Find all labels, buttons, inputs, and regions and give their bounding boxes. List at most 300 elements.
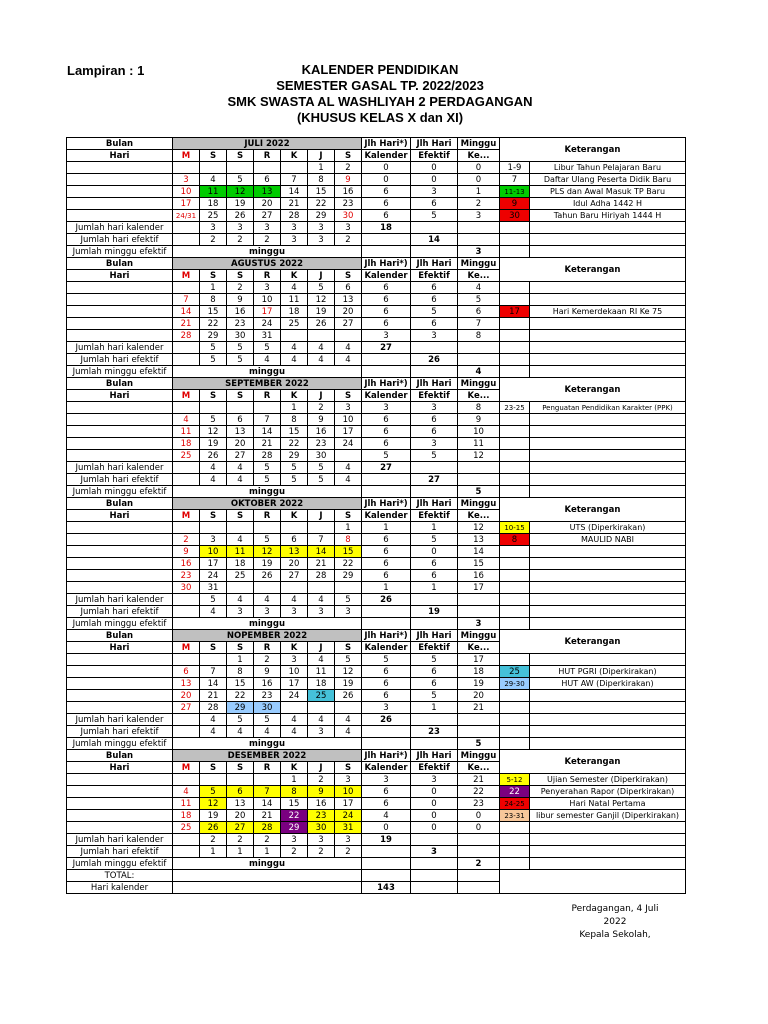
minggu-header: Minggu bbox=[458, 378, 500, 390]
weekday-label: S bbox=[335, 510, 362, 522]
sum-kalender-cell: 3 bbox=[335, 222, 362, 234]
kalender-count: 6 bbox=[362, 294, 411, 306]
sum-kalender-cell: 4 bbox=[335, 714, 362, 726]
minggu-ke: 12 bbox=[458, 522, 500, 534]
weekday-label: K bbox=[281, 270, 308, 282]
jlh-efektif-header: Jlh Hari bbox=[411, 258, 458, 270]
kalender-count: 6 bbox=[362, 318, 411, 330]
week-blank bbox=[67, 798, 173, 810]
sum-kalender-cell: 3 bbox=[308, 222, 335, 234]
keterangan-date bbox=[500, 558, 530, 570]
jumlah-minggu-label: Jumlah minggu efektif bbox=[67, 858, 173, 870]
week-blank bbox=[67, 306, 173, 318]
day-cell: 18 bbox=[308, 678, 335, 690]
keterangan-date bbox=[500, 318, 530, 330]
week-row bbox=[67, 558, 686, 570]
day-cell: 23 bbox=[335, 198, 362, 210]
day-cell: 18 bbox=[200, 198, 227, 210]
day-cell: 28 bbox=[254, 450, 281, 462]
day-cell: 20 bbox=[227, 438, 254, 450]
week-row bbox=[67, 414, 686, 426]
day-cell bbox=[254, 402, 281, 414]
efektif-count: 6 bbox=[411, 570, 458, 582]
day-cell: 19 bbox=[254, 558, 281, 570]
day-cell: 12 bbox=[254, 546, 281, 558]
day-cell: 7 bbox=[281, 174, 308, 186]
minggu-ke: 6 bbox=[458, 306, 500, 318]
keterangan-date bbox=[500, 450, 530, 462]
efektif-count: 5 bbox=[411, 450, 458, 462]
keterangan-date bbox=[500, 414, 530, 426]
day-cell: 19 bbox=[200, 810, 227, 822]
day-cell bbox=[173, 402, 200, 414]
day-cell: 13 bbox=[227, 426, 254, 438]
month-header-row bbox=[67, 498, 686, 510]
weekday-label: S bbox=[200, 270, 227, 282]
keterangan-header: Keterangan bbox=[500, 378, 686, 402]
sum-efektif-cell: 4 bbox=[308, 354, 335, 366]
kalender-count: 4 bbox=[362, 810, 411, 822]
day-cell: 14 bbox=[173, 306, 200, 318]
hari-label: Hari bbox=[67, 150, 173, 162]
day-cell: 13 bbox=[281, 546, 308, 558]
sum-efektif-cell: 3 bbox=[281, 234, 308, 246]
weekday-label: R bbox=[254, 642, 281, 654]
day-cell bbox=[335, 330, 362, 342]
day-cell: 5 bbox=[200, 414, 227, 426]
day-cell: 15 bbox=[308, 186, 335, 198]
day-cell: 10 bbox=[335, 414, 362, 426]
day-cell: 23 bbox=[173, 570, 200, 582]
minggu-ke-header: Ke... bbox=[458, 510, 500, 522]
day-cell: 29 bbox=[281, 450, 308, 462]
day-cell: 6 bbox=[227, 414, 254, 426]
total-label: TOTAL: bbox=[67, 870, 173, 882]
day-cell: 24 bbox=[254, 318, 281, 330]
sum-efektif-row bbox=[67, 234, 686, 246]
jlh-hari-header: Jlh Hari*) bbox=[362, 258, 411, 270]
day-cell: 25 bbox=[308, 690, 335, 702]
day-cell: 8 bbox=[308, 174, 335, 186]
efektif-count: 1 bbox=[411, 702, 458, 714]
day-cell: 5 bbox=[308, 282, 335, 294]
day-cell: 16 bbox=[308, 798, 335, 810]
keterangan-text bbox=[530, 654, 686, 666]
day-cell bbox=[281, 162, 308, 174]
keterangan-text bbox=[530, 414, 686, 426]
day-cell: 16 bbox=[254, 678, 281, 690]
keterangan-text bbox=[530, 570, 686, 582]
weekday-label: S bbox=[335, 150, 362, 162]
jumlah-kalender-label: Jumlah hari kalender bbox=[67, 714, 173, 726]
sum-minggu-row bbox=[67, 366, 686, 378]
day-cell: 1 bbox=[335, 522, 362, 534]
day-cell: 20 bbox=[227, 810, 254, 822]
minggu-header: Minggu bbox=[458, 138, 500, 150]
day-cell: 26 bbox=[254, 570, 281, 582]
day-cell bbox=[308, 702, 335, 714]
sum-kalender-cell: 3 bbox=[308, 834, 335, 846]
week-row bbox=[67, 438, 686, 450]
sum-efektif-cell: 1 bbox=[200, 846, 227, 858]
day-cell: 24 bbox=[200, 570, 227, 582]
day-cell: 20 bbox=[254, 198, 281, 210]
keterangan-text bbox=[530, 822, 686, 834]
week-row bbox=[67, 174, 686, 186]
day-cell bbox=[335, 582, 362, 594]
keterangan-text bbox=[530, 330, 686, 342]
week-blank bbox=[67, 654, 173, 666]
day-cell: 27 bbox=[173, 702, 200, 714]
week-blank bbox=[67, 666, 173, 678]
keterangan-text bbox=[530, 558, 686, 570]
sum-blank bbox=[173, 846, 200, 858]
minggu-ke-header: Ke... bbox=[458, 390, 500, 402]
week-blank bbox=[67, 582, 173, 594]
weekday-label: S bbox=[200, 510, 227, 522]
sum-kalender-cell: 5 bbox=[200, 342, 227, 354]
day-cell: 30 bbox=[227, 330, 254, 342]
day-cell: 9 bbox=[227, 294, 254, 306]
sum-kalender-cell: 3 bbox=[227, 222, 254, 234]
keterangan-date: 10-15 bbox=[500, 522, 530, 534]
bulan-label: Bulan bbox=[67, 498, 173, 510]
day-cell: 5 bbox=[200, 786, 227, 798]
signature-role: Kepala Sekolah, bbox=[579, 930, 651, 940]
day-cell: 27 bbox=[281, 570, 308, 582]
day-cell: 26 bbox=[335, 690, 362, 702]
sum-efektif-cell: 2 bbox=[254, 234, 281, 246]
week-row bbox=[67, 570, 686, 582]
minggu-ke-header: Ke... bbox=[458, 270, 500, 282]
hari-kalender-row bbox=[67, 882, 686, 894]
weekday-label: J bbox=[308, 150, 335, 162]
weekday-label: R bbox=[254, 390, 281, 402]
minggu-header: Minggu bbox=[458, 750, 500, 762]
sum-kalender-row bbox=[67, 834, 686, 846]
day-cell: 15 bbox=[227, 678, 254, 690]
day-cell: 27 bbox=[254, 210, 281, 222]
sum-kalender-cell: 2 bbox=[200, 834, 227, 846]
day-cell: 4 bbox=[173, 414, 200, 426]
week-blank bbox=[67, 786, 173, 798]
day-cell: 25 bbox=[227, 570, 254, 582]
week-blank bbox=[67, 282, 173, 294]
weekday-label: R bbox=[254, 510, 281, 522]
jumlah-efektif-label: Jumlah hari efektif bbox=[67, 234, 173, 246]
kalender-count: 6 bbox=[362, 546, 411, 558]
week-row bbox=[67, 702, 686, 714]
week-blank bbox=[67, 546, 173, 558]
day-cell: 11 bbox=[308, 666, 335, 678]
weekday-label: J bbox=[308, 270, 335, 282]
efektif-count: 6 bbox=[411, 426, 458, 438]
minggu-ke-header: Ke... bbox=[458, 762, 500, 774]
keterangan-date: 25 bbox=[500, 666, 530, 678]
week-blank bbox=[67, 558, 173, 570]
jumlah-minggu-label: Jumlah minggu efektif bbox=[67, 246, 173, 258]
day-cell: 30 bbox=[335, 210, 362, 222]
kalender-header: Kalender bbox=[362, 642, 411, 654]
hari-label: Hari bbox=[67, 270, 173, 282]
day-cell: 3 bbox=[335, 402, 362, 414]
day-cell: 28 bbox=[254, 822, 281, 834]
day-cell: 9 bbox=[308, 414, 335, 426]
sum-efektif-cell: 2 bbox=[281, 846, 308, 858]
week-row bbox=[67, 786, 686, 798]
kalender-count: 6 bbox=[362, 570, 411, 582]
keterangan-date bbox=[500, 654, 530, 666]
day-cell bbox=[173, 774, 200, 786]
lampiran-label: Lampiran : 1 bbox=[67, 63, 145, 78]
kalender-count: 6 bbox=[362, 438, 411, 450]
sum-blank bbox=[173, 714, 200, 726]
keterangan-text bbox=[530, 438, 686, 450]
day-cell: 13 bbox=[335, 294, 362, 306]
efektif-count: 3 bbox=[411, 402, 458, 414]
jumlah-kalender-label: Jumlah hari kalender bbox=[67, 342, 173, 354]
sum-efektif-cell: 3 bbox=[308, 234, 335, 246]
day-cell: 21 bbox=[200, 690, 227, 702]
jumlah-minggu-label: Jumlah minggu efektif bbox=[67, 486, 173, 498]
day-cell: 22 bbox=[308, 198, 335, 210]
sum-efektif-cell: 2 bbox=[335, 846, 362, 858]
week-blank bbox=[67, 522, 173, 534]
kalender-header: Kalender bbox=[362, 150, 411, 162]
week-blank bbox=[67, 402, 173, 414]
day-cell bbox=[227, 522, 254, 534]
day-cell: 3 bbox=[173, 174, 200, 186]
sum-efektif-cell: 4 bbox=[227, 474, 254, 486]
week-row bbox=[67, 318, 686, 330]
day-cell bbox=[227, 162, 254, 174]
sum-kalender-cell: 4 bbox=[200, 462, 227, 474]
day-cell: 24 bbox=[335, 438, 362, 450]
week-blank bbox=[67, 774, 173, 786]
minggu-ke: 13 bbox=[458, 534, 500, 546]
sum-blank bbox=[173, 834, 200, 846]
weekday-label: S bbox=[200, 762, 227, 774]
month-name: NOPEMBER 2022 bbox=[173, 630, 362, 642]
sum-kalender-cell: 3 bbox=[254, 222, 281, 234]
day-cell: 13 bbox=[254, 186, 281, 198]
keterangan-header: Keterangan bbox=[500, 750, 686, 774]
keterangan-date: 22 bbox=[500, 786, 530, 798]
sum-blank bbox=[173, 234, 200, 246]
weekday-label: S bbox=[335, 270, 362, 282]
hari-label: Hari bbox=[67, 762, 173, 774]
keterangan-text bbox=[530, 582, 686, 594]
day-cell: 13 bbox=[173, 678, 200, 690]
kalender-count: 0 bbox=[362, 822, 411, 834]
weekday-label: S bbox=[200, 642, 227, 654]
day-cell: 23 bbox=[227, 318, 254, 330]
day-cell: 29 bbox=[308, 210, 335, 222]
day-cell: 18 bbox=[173, 810, 200, 822]
day-cell: 30 bbox=[308, 822, 335, 834]
jlh-hari-header: Jlh Hari*) bbox=[362, 138, 411, 150]
day-cell: 7 bbox=[254, 786, 281, 798]
jlh-hari-header: Jlh Hari*) bbox=[362, 378, 411, 390]
day-cell: 5 bbox=[254, 534, 281, 546]
keterangan-text bbox=[530, 282, 686, 294]
jumlah-efektif-label: Jumlah hari efektif bbox=[67, 726, 173, 738]
day-cell bbox=[173, 162, 200, 174]
weekday-label: K bbox=[281, 390, 308, 402]
week-blank bbox=[67, 426, 173, 438]
keterangan-date: 23-31 bbox=[500, 810, 530, 822]
day-cell: 28 bbox=[173, 330, 200, 342]
week-blank bbox=[67, 822, 173, 834]
keterangan-text bbox=[530, 546, 686, 558]
efektif-count: 6 bbox=[411, 294, 458, 306]
sum-efektif-cell: 5 bbox=[254, 474, 281, 486]
day-cell: 30 bbox=[254, 702, 281, 714]
week-row bbox=[67, 798, 686, 810]
sum-kalender-cell: 5 bbox=[254, 714, 281, 726]
day-cell: 29 bbox=[200, 330, 227, 342]
week-blank bbox=[67, 570, 173, 582]
week-row bbox=[67, 450, 686, 462]
day-cell: 9 bbox=[335, 174, 362, 186]
efektif-count: 6 bbox=[411, 558, 458, 570]
sum-kalender-cell: 4 bbox=[254, 594, 281, 606]
sum-blank bbox=[173, 606, 200, 618]
kalender-count: 3 bbox=[362, 702, 411, 714]
total-kalender: 26 bbox=[362, 714, 411, 726]
day-cell: 16 bbox=[308, 426, 335, 438]
efektif-count: 5 bbox=[411, 306, 458, 318]
day-cell: 21 bbox=[254, 810, 281, 822]
day-cell: 8 bbox=[281, 414, 308, 426]
keterangan-text bbox=[530, 294, 686, 306]
efektif-header: Efektif bbox=[411, 762, 458, 774]
day-cell: 11 bbox=[227, 546, 254, 558]
day-cell: 28 bbox=[281, 210, 308, 222]
efektif-count: 0 bbox=[411, 798, 458, 810]
weekday-label: K bbox=[281, 642, 308, 654]
total-kalender: 27 bbox=[362, 342, 411, 354]
total-minggu: 2 bbox=[458, 858, 500, 870]
day-cell bbox=[308, 582, 335, 594]
week-blank bbox=[67, 810, 173, 822]
keterangan-text: MAULID NABI bbox=[530, 534, 686, 546]
day-cell: 15 bbox=[335, 546, 362, 558]
keterangan-header: Keterangan bbox=[500, 498, 686, 522]
total-efektif: 14 bbox=[411, 234, 458, 246]
day-cell: 22 bbox=[335, 558, 362, 570]
sum-kalender-cell: 5 bbox=[308, 462, 335, 474]
sum-efektif-cell: 3 bbox=[227, 606, 254, 618]
sum-efektif-cell: 3 bbox=[308, 606, 335, 618]
sum-kalender-cell: 2 bbox=[254, 834, 281, 846]
kalender-count: 6 bbox=[362, 666, 411, 678]
day-cell: 25 bbox=[281, 318, 308, 330]
sum-minggu-row bbox=[67, 858, 686, 870]
keterangan-date: 8 bbox=[500, 534, 530, 546]
month-header-row bbox=[67, 630, 686, 642]
day-cell: 18 bbox=[227, 558, 254, 570]
title-line-1: KALENDER PENDIDIKAN bbox=[301, 62, 459, 77]
kalender-count: 6 bbox=[362, 534, 411, 546]
day-cell: 4 bbox=[281, 282, 308, 294]
jumlah-minggu-label: Jumlah minggu efektif bbox=[67, 738, 173, 750]
efektif-count: 3 bbox=[411, 330, 458, 342]
minggu-ke: 4 bbox=[458, 282, 500, 294]
title-line-3: SMK SWASTA AL WASHLIYAH 2 PERDAGANGAN bbox=[227, 94, 533, 109]
day-cell: 15 bbox=[200, 306, 227, 318]
day-cell: 24 bbox=[281, 690, 308, 702]
minggu-ke: 14 bbox=[458, 546, 500, 558]
day-cell: 14 bbox=[200, 678, 227, 690]
day-cell: 16 bbox=[227, 306, 254, 318]
title-line-4: (KHUSUS KELAS X dan XI) bbox=[296, 110, 464, 125]
day-cell: 7 bbox=[173, 294, 200, 306]
keterangan-date: 11-13 bbox=[500, 186, 530, 198]
day-cell bbox=[173, 282, 200, 294]
day-cell: 23 bbox=[254, 690, 281, 702]
efektif-count: 6 bbox=[411, 414, 458, 426]
keterangan-date: 30 bbox=[500, 210, 530, 222]
day-cell: 28 bbox=[200, 702, 227, 714]
total-minggu: 3 bbox=[458, 246, 500, 258]
day-cell: 5 bbox=[227, 174, 254, 186]
day-cell: 15 bbox=[281, 798, 308, 810]
efektif-count: 6 bbox=[411, 678, 458, 690]
keterangan-text: Hari Natal Pertama bbox=[530, 798, 686, 810]
week-row bbox=[67, 198, 686, 210]
day-cell: 3 bbox=[335, 774, 362, 786]
sum-minggu-row bbox=[67, 738, 686, 750]
sum-minggu-row bbox=[67, 618, 686, 630]
week-row bbox=[67, 282, 686, 294]
sum-blank bbox=[173, 462, 200, 474]
kalender-count: 5 bbox=[362, 450, 411, 462]
day-cell: 23 bbox=[308, 438, 335, 450]
kalender-count: 6 bbox=[362, 558, 411, 570]
month-name: OKTOBER 2022 bbox=[173, 498, 362, 510]
hari-label: Hari bbox=[67, 390, 173, 402]
day-cell: 9 bbox=[173, 546, 200, 558]
week-blank bbox=[67, 702, 173, 714]
total-row bbox=[67, 870, 686, 882]
day-cell bbox=[281, 522, 308, 534]
sum-efektif-cell: 5 bbox=[200, 354, 227, 366]
month-header-row bbox=[67, 378, 686, 390]
efektif-count: 0 bbox=[411, 822, 458, 834]
sum-efektif-cell: 4 bbox=[281, 354, 308, 366]
keterangan-date bbox=[500, 294, 530, 306]
week-row bbox=[67, 666, 686, 678]
day-cell bbox=[227, 402, 254, 414]
jumlah-kalender-label: Jumlah hari kalender bbox=[67, 222, 173, 234]
minggu-ke: 5 bbox=[458, 294, 500, 306]
sum-efektif-row bbox=[67, 474, 686, 486]
day-cell: 4 bbox=[173, 786, 200, 798]
sum-kalender-cell: 4 bbox=[281, 342, 308, 354]
day-cell: 1 bbox=[308, 162, 335, 174]
kalender-count: 3 bbox=[362, 774, 411, 786]
weekday-label: J bbox=[308, 510, 335, 522]
minggu-ke: 20 bbox=[458, 690, 500, 702]
minggu-ke: 17 bbox=[458, 582, 500, 594]
weekday-label: S bbox=[227, 390, 254, 402]
efektif-count: 5 bbox=[411, 210, 458, 222]
jumlah-kalender-label: Jumlah hari kalender bbox=[67, 594, 173, 606]
day-cell: 2 bbox=[335, 162, 362, 174]
day-cell: 28 bbox=[308, 570, 335, 582]
minggu-ke-header: Ke... bbox=[458, 150, 500, 162]
